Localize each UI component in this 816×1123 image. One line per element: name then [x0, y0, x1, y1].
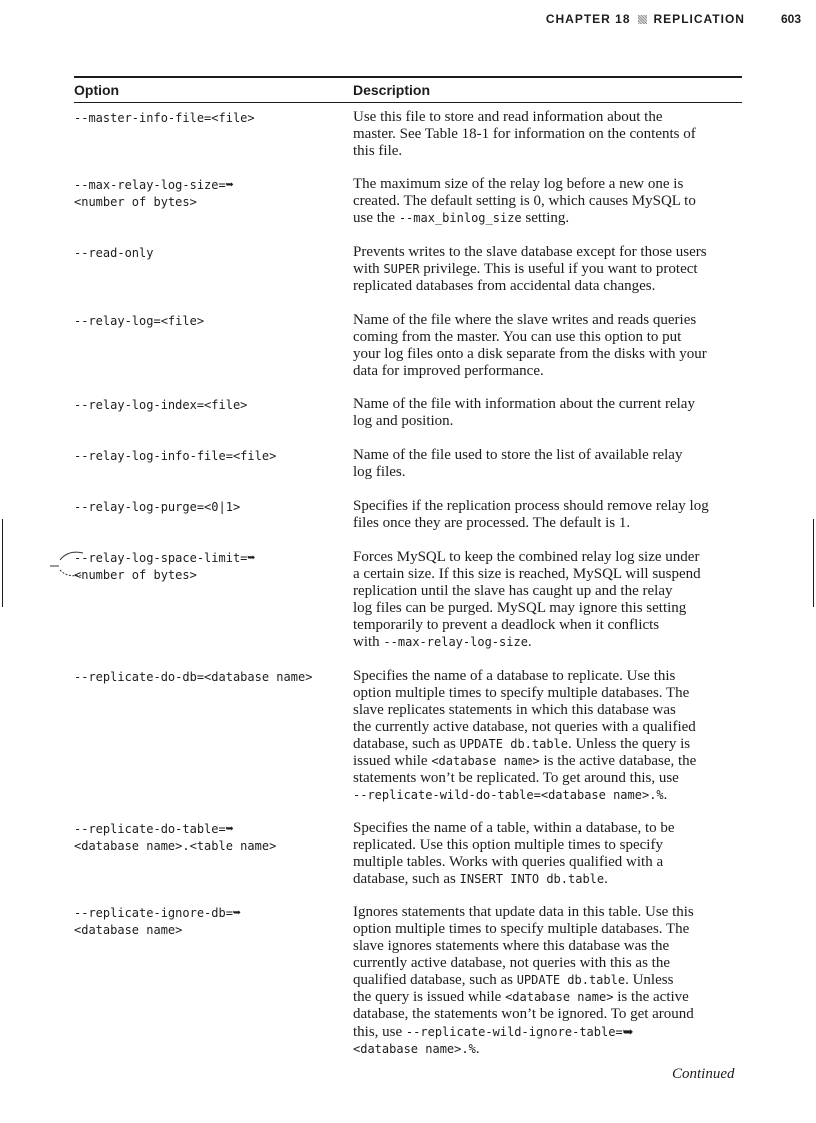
description-text: use the — [353, 210, 399, 226]
left-margin-mark — [2, 519, 3, 607]
option-name: --replicate-do-db=<database name> — [74, 670, 313, 684]
option-cell — [74, 820, 353, 888]
description-text: your log files onto a disk separate from the disks with your — [353, 346, 707, 362]
running-header — [546, 12, 801, 26]
description-cell — [353, 820, 742, 888]
description-text: with — [353, 261, 384, 277]
description-text: is the active database, the — [539, 753, 697, 769]
line-continuation-icon: ➥ — [247, 551, 256, 566]
description-text: Use this file to store and read information about the — [353, 109, 663, 125]
inline-code: SUPER — [383, 262, 420, 276]
option-name: --relay-log-info-file=<file> — [74, 449, 277, 463]
option-name: --read-only — [74, 246, 154, 260]
description-text: . — [604, 871, 608, 887]
line-continuation-icon: ➥ — [232, 906, 241, 921]
description-text: the currently active database, not queries with a qualified — [353, 719, 696, 735]
description-text: . — [475, 1041, 480, 1057]
description-text: setting. — [521, 210, 570, 226]
inline-code: --replicate-wild-do-table=<database name>.% — [353, 788, 664, 802]
description-text: with — [353, 634, 384, 650]
table-row — [74, 109, 742, 160]
description-text: Specifies the name of a table, within a database, to be — [353, 820, 675, 836]
description-text: Prevents writes to the slave database except for those users — [353, 244, 707, 260]
description-text: privilege. This is useful if you want to protect — [419, 261, 698, 277]
description-text: . — [527, 634, 532, 650]
description-text: currently active database, not queries with this as the — [353, 955, 670, 971]
description-text: issued while — [353, 753, 432, 769]
option-argument: <number of bytes> — [74, 195, 197, 209]
description-text: The maximum size of the relay log before a new one is — [353, 176, 684, 192]
option-cell — [74, 549, 353, 651]
description-cell — [353, 109, 742, 160]
table-row — [74, 312, 742, 380]
description-cell — [353, 668, 742, 804]
description-text: statements won’t be replicated. To get around this, use — [353, 770, 679, 786]
description-text: . Unless — [625, 972, 674, 988]
description-text: slave replicates statements in which this database was — [353, 702, 676, 718]
description-text: log files. — [353, 464, 406, 480]
inline-code: <database name> — [505, 990, 614, 1004]
description-text: master. See Table 18-1 for information on the contents of — [353, 126, 696, 142]
description-cell — [353, 498, 742, 532]
inline-code: <database name> — [431, 754, 540, 768]
option-cell — [74, 176, 353, 227]
inline-code: UPDATE db.table — [516, 973, 626, 987]
description-cell — [353, 447, 742, 481]
table-row — [74, 396, 742, 430]
option-name: --relay-log-index=<file> — [74, 398, 248, 412]
option-cell — [74, 312, 353, 380]
table-header-row — [74, 78, 742, 102]
description-text: this file. — [353, 143, 403, 159]
description-text: replicated. Use this option multiple times to specify — [353, 837, 663, 853]
description-text: Name of the file used to store the list of available relay — [353, 447, 683, 463]
table-body — [74, 109, 742, 1058]
description-text: the query is issued while — [353, 989, 506, 1005]
description-text: . Unless the query is — [568, 736, 691, 752]
option-cell — [74, 668, 353, 804]
description-text: created. The default setting is 0, which causes MySQL to — [353, 193, 696, 209]
description-text: Name of the file where the slave writes and reads queries — [353, 312, 697, 328]
right-margin-mark — [813, 519, 814, 607]
table-row — [74, 668, 742, 804]
description-cell — [353, 549, 742, 651]
table-row — [74, 904, 742, 1058]
description-text: files once they are processed. The default is 1. — [353, 515, 631, 531]
description-cell — [353, 244, 742, 295]
description-text: option multiple times to specify multiple databases. The — [353, 685, 690, 701]
option-name: --max-relay-log-size= — [74, 178, 226, 192]
description-text: Forces MySQL to keep the combined relay log size under — [353, 549, 700, 565]
inline-code: --replicate-wild-ignore-table= — [405, 1025, 623, 1039]
description-cell — [353, 904, 742, 1058]
option-cell — [74, 109, 353, 160]
description-text: option multiple times to specify multiple databases. The — [353, 921, 690, 937]
description-cell — [353, 396, 742, 430]
description-text: temporarily to prevent a deadlock when it conflicts — [353, 617, 660, 633]
description-text: Specifies the name of a database to replicate. Use this — [353, 668, 676, 684]
option-cell — [74, 904, 353, 1058]
description-text: database, such as — [353, 871, 460, 887]
page-number: 603 — [780, 12, 801, 26]
option-name: --replicate-do-table= — [74, 822, 226, 836]
header-separator-icon — [638, 15, 647, 24]
inline-code: INSERT INTO db.table — [459, 872, 605, 886]
description-text: a certain size. If this size is reached, MySQL will suspend — [353, 566, 701, 582]
inline-code: --max-relay-log-size — [383, 635, 528, 649]
table-row — [74, 176, 742, 227]
option-name: --replicate-ignore-db= — [74, 906, 233, 920]
description-text: replication until the slave has caught up and the relay — [353, 583, 673, 599]
inline-code: --max_binlog_size — [398, 211, 522, 225]
continued-note: Continued — [672, 1066, 735, 1082]
section-title: REPLICATION — [653, 12, 745, 26]
description-text: Name of the file with information about the current relay — [353, 396, 695, 412]
option-cell — [74, 498, 353, 532]
option-name: --relay-log-purge=<0|1> — [74, 500, 241, 514]
line-continuation-icon: ➥ — [225, 822, 234, 837]
description-text: log and position. — [353, 413, 454, 429]
description-text: is the active — [613, 989, 689, 1005]
description-text: Specifies if the replication process should remove relay log — [353, 498, 709, 514]
description-text: coming from the master. You can use this option to put — [353, 329, 682, 345]
table-row — [74, 244, 742, 295]
column-header-description: Description — [353, 82, 431, 98]
line-continuation-icon: ➥ — [622, 1024, 634, 1039]
description-cell — [353, 176, 742, 227]
line-continuation-icon: ➥ — [225, 178, 234, 193]
option-argument: <database name>.<table name> — [74, 839, 277, 853]
option-cell — [74, 396, 353, 430]
option-cell — [74, 244, 353, 295]
inline-code: UPDATE db.table — [459, 737, 569, 751]
option-argument: <database name> — [74, 923, 183, 937]
description-text: replicated databases from accidental data changes. — [353, 278, 656, 294]
options-table — [74, 76, 742, 1058]
option-name: --relay-log=<file> — [74, 314, 205, 328]
table-row — [74, 549, 742, 651]
chapter-label: CHAPTER 18 — [545, 12, 631, 26]
description-text: data for improved performance. — [353, 363, 544, 379]
description-text: qualified database, such as — [353, 972, 517, 988]
option-name: --master-info-file=<file> — [74, 111, 255, 125]
table-header-rule — [74, 102, 742, 103]
description-text: . — [663, 787, 668, 803]
table-row — [74, 498, 742, 532]
description-text: Ignores statements that update data in this table. Use this — [353, 904, 694, 920]
inline-code: <database name>.% — [353, 1042, 476, 1056]
description-text: this, use — [353, 1024, 406, 1040]
option-name: --relay-log-space-limit= — [74, 551, 248, 565]
description-cell — [353, 312, 742, 380]
table-row — [74, 820, 742, 888]
table-row — [74, 447, 742, 481]
description-text: multiple tables. Works with queries qualified with a — [353, 854, 664, 870]
description-text: slave ignores statements where this database was the — [353, 938, 670, 954]
description-text: database, the statements won’t be ignored. To get around — [353, 1006, 694, 1022]
description-text: database, such as — [353, 736, 460, 752]
option-cell — [74, 447, 353, 481]
column-header-option: Option — [74, 82, 120, 98]
option-argument: <number of bytes> — [74, 568, 197, 582]
description-text: log files can be purged. MySQL may ignore this setting — [353, 600, 687, 616]
